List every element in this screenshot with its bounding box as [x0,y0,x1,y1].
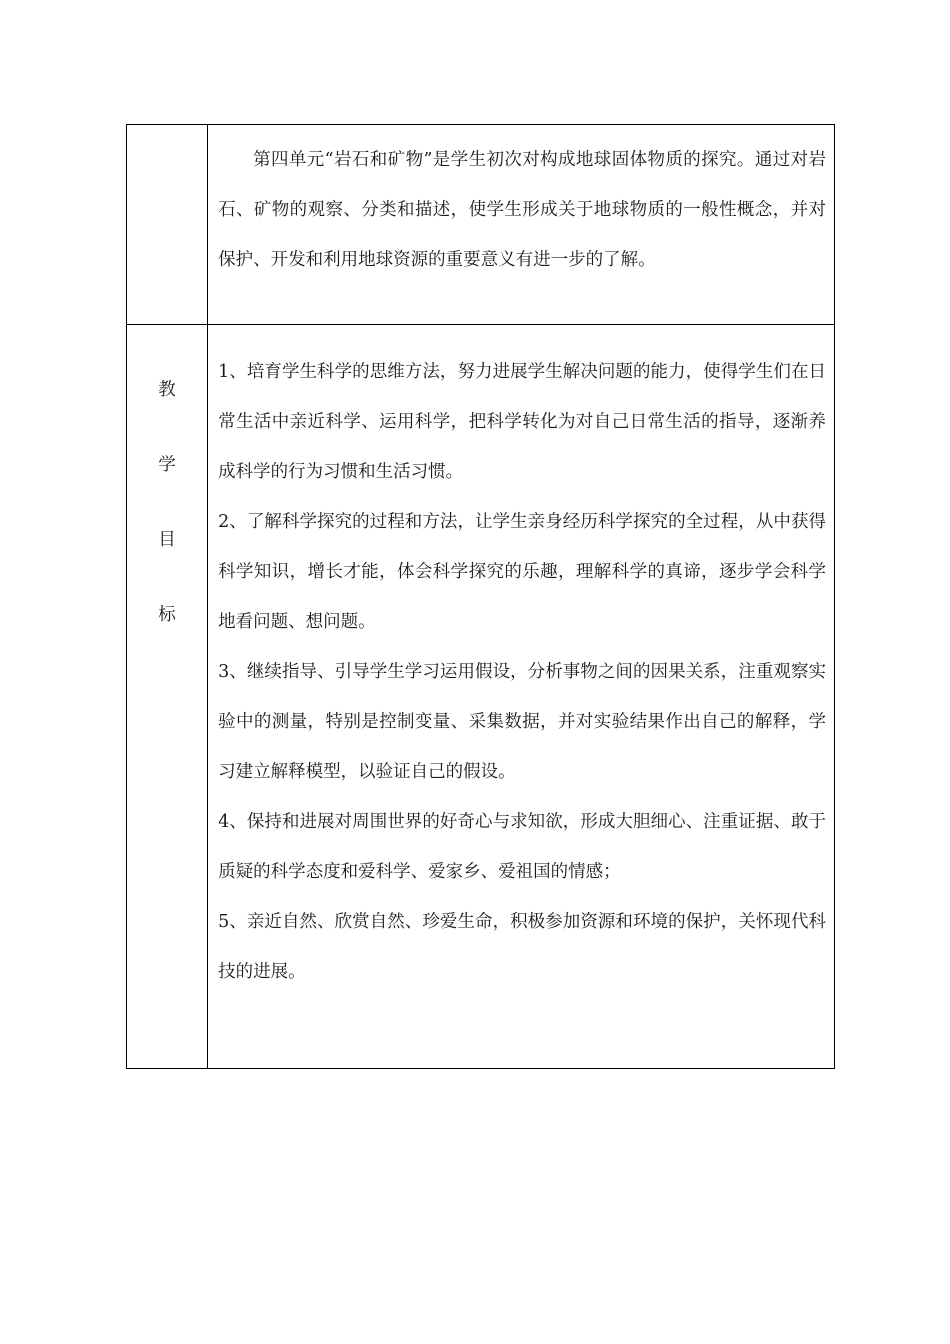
goals-label-char: 标 [158,605,176,625]
goal-item: 3、继续指导、引导学生学习运用假设，分析事物之间的因果关系，注重观察实验中的测量，特别是控制变量、采集数据，并对实验结果作出自己的解释，学习建立解释模型，以验证自己的假设。 [218,662,826,782]
lesson-plan-table [126,124,835,1069]
intro-row [127,125,835,325]
goal-item: 1、培育学生科学的思维方法，努力进展学生解决问题的能力，使得学生们在日常生活中亲近科学、运用科学，把科学转化为对自己日常生活的指导，逐渐养成科学的行为习惯和生活习惯。 [218,362,826,482]
goal-item: 2、了解科学探究的过程和方法，让学生亲身经历科学探究的全过程，从中获得科学知识，增长才能，体会科学探究的乐趣，理解科学的真谛，逐步学会科学地看问题、想问题。 [218,512,826,632]
goals-row [127,325,835,1069]
goals-label [127,325,207,653]
unit-intro-paragraph: 第四单元“岩石和矿物”是学生初次对构成地球固体物质的探究。通过对岩石、矿物的观察、分类和描述，使学生形成关于地球物质的一般性概念，并对保护、开发和利用地球资源的重要意义有进一步的了解。 [218,150,826,270]
intro-content-cell [208,125,835,325]
goals-label-char: 目 [158,530,176,550]
goals-label-char: 教 [158,380,176,400]
goals-label-cell [127,325,208,1069]
goal-item: 5、亲近自然、欣赏自然、珍爱生命，积极参加资源和环境的保护，关怀现代科技的进展。 [218,912,826,982]
goals-label-char: 学 [158,455,176,475]
goals-content-cell [208,325,835,1069]
goals-list [208,325,834,997]
intro-label-cell [127,125,208,325]
goal-item: 4、保持和进展对周围世界的好奇心与求知欲，形成大胆细心、注重证据、敢于质疑的科学态度和爱科学、爱家乡、爱祖国的情感； [218,812,826,882]
